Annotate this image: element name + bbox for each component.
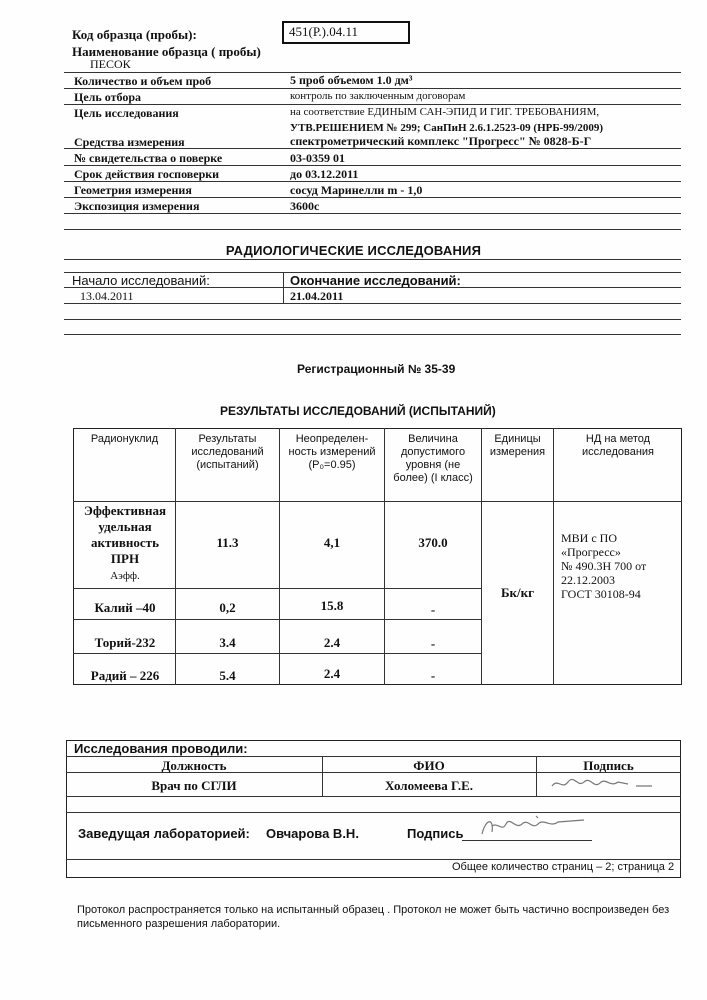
field-value-research-goal-2: УТВ.РЕШЕНИЕМ № 299; СанПиН 2.6.1.2523-09 (НРБ-99/2009)	[290, 122, 604, 134]
staff-title: Исследования проводили:	[74, 741, 248, 756]
row-result-effective: 11.3	[216, 535, 239, 550]
col-header-method: НД на метод исследования	[582, 433, 654, 458]
field-label-purpose: Цель отбора	[74, 90, 141, 104]
field-value-exposure: 3600с	[290, 199, 320, 213]
col-header-limit: Величина допустимого уровня (не более) (I класс)	[393, 433, 473, 484]
field-label-instrument: Средства измерения	[74, 135, 185, 149]
sample-name-value: ПЕСОК	[90, 57, 131, 71]
row-nuclide-k40: Калий –40	[94, 600, 156, 615]
row-limit-effective: 370.0	[418, 535, 448, 550]
staff-col-name: ФИО	[413, 758, 445, 773]
field-label-quantity: Количество и объем проб	[74, 74, 212, 88]
field-label-research-goal: Цель исследования	[74, 106, 179, 120]
sample-code-label: Код образца (пробы):	[72, 27, 197, 42]
field-value-quantity: 5 проб объемом 1.0 дм³	[290, 73, 413, 87]
staff-col-sign: Подпись	[583, 758, 634, 773]
start-date-value: 13.04.2011	[80, 289, 134, 303]
section-title: РАДИОЛОГИЧЕСКИЕ ИССЛЕДОВАНИЯ	[225, 243, 482, 258]
row-limit-k40: -	[430, 602, 436, 617]
row-result-ra226: 5.4	[219, 668, 236, 683]
row-nuclide-effective: Эффективная удельная активность ПРН	[84, 503, 166, 566]
staff-col-position: Должность	[161, 758, 227, 773]
row-limit-ra226: -	[430, 668, 436, 683]
page-info: Общее количество страниц – 2; страница 2	[452, 861, 675, 873]
footer-note: Протокол распространяется только на испытанный образец . Протокол не может быть частично воспроизведен без письменного разрешения лаборатории.	[77, 904, 670, 930]
row-uncertainty-ra226: 2.4	[323, 666, 341, 681]
field-value-purpose: контроль по заключенным договорам	[290, 90, 466, 102]
row-uncertainty-th232: 2.4	[323, 635, 341, 650]
sample-name-label: Наименование образца ( пробы)	[72, 44, 261, 59]
row-limit-th232: -	[430, 636, 436, 651]
col-header-nuclide: Радионуклид	[90, 433, 159, 445]
staff-signature-icon	[548, 774, 658, 794]
field-label-geometry: Геометрия измерения	[74, 183, 192, 197]
registration-number: Регистрационный № 35-39	[297, 362, 456, 376]
start-date-label: Начало исследований:	[72, 273, 210, 288]
row-nuclide-ra226: Радий – 226	[90, 668, 160, 683]
field-value-geometry: сосуд Маринелли m - 1,0	[290, 183, 423, 197]
field-label-exposure: Экспозиция измерения	[74, 199, 200, 213]
head-signature-icon	[476, 812, 596, 842]
unit-value: Бк/кг	[500, 585, 535, 600]
row-result-k40: 0,2	[219, 600, 236, 615]
field-label-certificate: № свидетельства о поверке	[74, 151, 223, 165]
col-header-unit: Единицы измерения	[489, 433, 546, 458]
row-uncertainty-effective: 4,1	[323, 535, 341, 550]
sample-code-box	[282, 21, 410, 44]
staff-name: Холомеева Г.Е.	[384, 778, 473, 793]
head-sign-label: Подпись	[407, 826, 464, 841]
row-result-th232: 3.4	[219, 635, 236, 650]
results-title: РЕЗУЛЬТАТЫ ИССЛЕДОВАНИЙ (ИСПЫТАНИЙ)	[220, 404, 496, 418]
field-value-certificate: 03-0359 01	[290, 151, 345, 165]
field-value-validity: до 03.12.2011	[290, 167, 359, 181]
col-header-uncertainty: Неопределен-ность измерений (Р₀=0.95)	[288, 433, 376, 471]
row-nuclide-th232: Торий-232	[94, 635, 156, 650]
staff-position: Врач по СГЛИ	[151, 778, 237, 793]
end-date-label: Окончание исследований:	[290, 273, 461, 288]
field-value-instrument: спектрометрический комплекс "Прогресс" № 0828-Б-Г	[290, 134, 592, 148]
head-name: Овчарова В.Н.	[266, 826, 359, 841]
end-date-value: 21.04.2011	[290, 289, 344, 303]
head-label: Заведущая лабораторией:	[78, 826, 250, 841]
col-header-result: Результаты исследований (испытаний)	[191, 433, 264, 471]
row-uncertainty-k40: 15.8	[320, 598, 344, 613]
field-value-research-goal: на соответствие ЕДИНЫМ САН-ЭПИД И ГИГ. ТРЕБОВАНИЯМ,	[290, 106, 600, 118]
field-label-validity: Срок действия госповерки	[74, 167, 220, 181]
sample-code-value: 451(Р.).04.11	[289, 24, 359, 39]
row-nuclide-effective-sub: Аэфф.	[110, 570, 140, 582]
method-value: МВИ с ПО «Прогресс» № 490.3Н 700 от 22.12.2003 ГОСТ 30108-94	[561, 531, 647, 601]
